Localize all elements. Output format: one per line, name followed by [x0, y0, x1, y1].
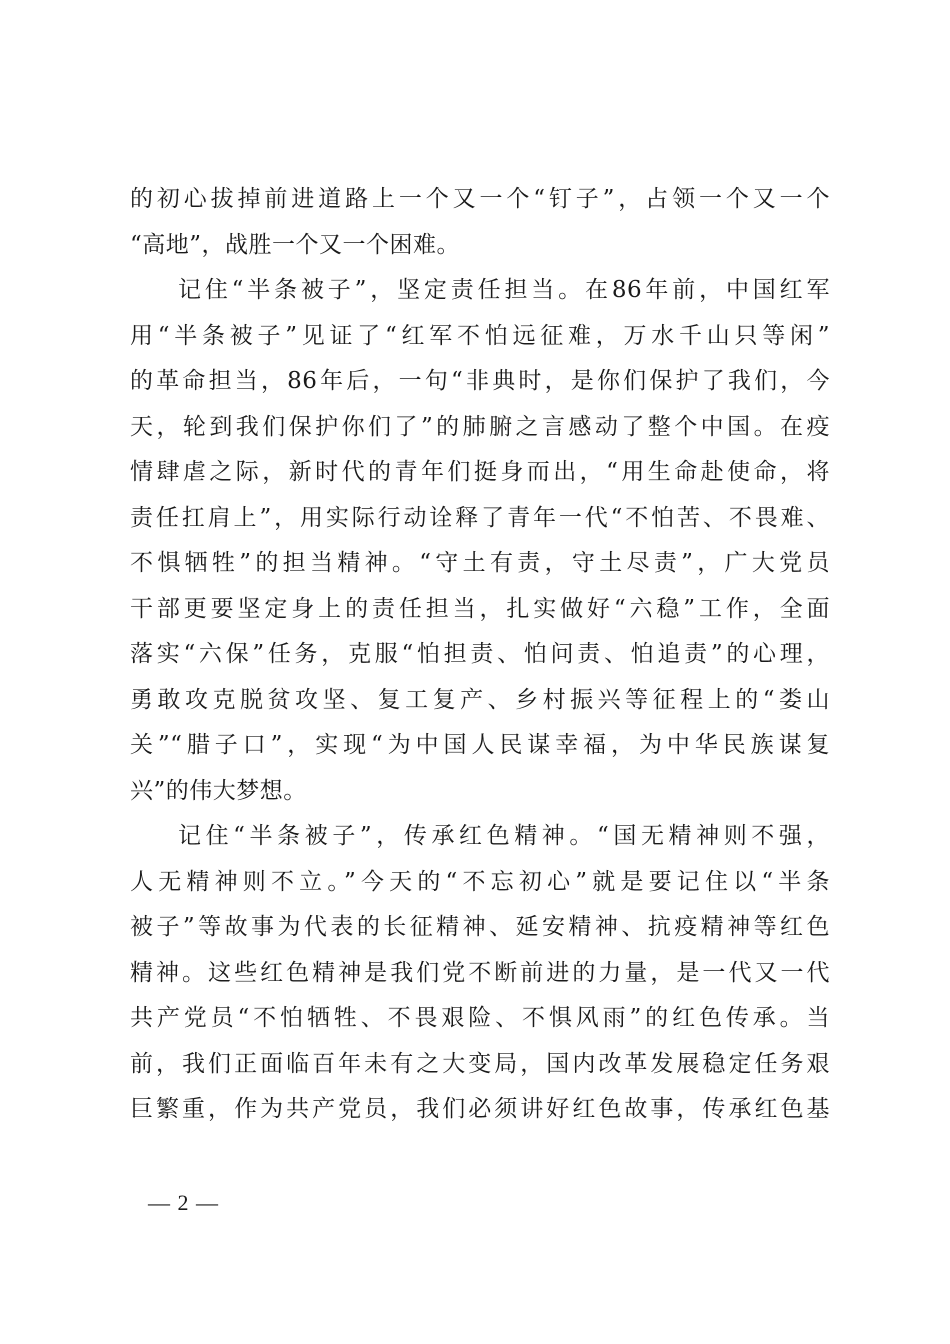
paragraph-start-line: 记住“半条被子”，坚定责任担当。在86年前，中国红军	[178, 277, 830, 303]
text-line: 前，我们正面临百年未有之大变局，国内改革发展稳定任务艰	[130, 1050, 830, 1077]
text-line: 用“半条被子”见证了“红军不怕远征难，万水千山只等闲”	[130, 322, 830, 349]
text-line: 精神。这些红色精神是我们党不断前进的力量，是一代又一代	[130, 959, 830, 986]
text-line: 巨繁重，作为共产党员，我们必须讲好红色故事，传承红色基	[130, 1096, 830, 1122]
text-line: 责任扛肩上”，用实际行动诠释了青年一代“不怕苦、不畏难、	[130, 504, 830, 531]
text-line: 共产党员“不怕牺牲、不畏艰险、不惧风雨”的红色传承。当	[130, 1005, 830, 1031]
text-line: 不惧牺牲”的担当精神。“守土有责，守土尽责”，广大党员	[130, 550, 830, 576]
paragraph-start-line: 记住“半条被子”，传承红色精神。“国无精神则不强，	[178, 823, 830, 849]
text-line: 人无精神则不立。”今天的“不忘初心”就是要记住以“半条	[130, 868, 830, 895]
page-number: — 2 —	[148, 1190, 219, 1215]
body-text	[130, 177, 830, 1133]
text-line: 兴”的伟大梦想。	[130, 777, 307, 804]
text-line: 天，轮到我们保护你们了”的肺腑之言感动了整个中国。在疫	[130, 413, 830, 440]
text-line: “高地”，战胜一个又一个困难。	[130, 231, 461, 258]
text-line: 干部更要坚定身上的责任担当，扎实做好“六稳”工作，全面	[130, 595, 830, 622]
text-line: 的初心拔掉前进道路上一个又一个“钉子”，占领一个又一个	[130, 186, 830, 212]
text-line: 情肆虐之际，新时代的青年们挺身而出，“用生命赴使命，将	[130, 459, 830, 485]
text-line: 落实“六保”任务，克服“怕担责、怕问责、怕追责”的心理，	[130, 641, 830, 667]
text-line: 勇敢攻克脱贫攻坚、复工复产、乡村振兴等征程上的“娄山	[130, 686, 830, 713]
text-line: 被子”等故事为代表的长征精神、延安精神、抗疫精神等红色	[130, 914, 830, 940]
text-line: 关”“腊子口”，实现“为中国人民谋幸福，为中华民族谋复	[130, 732, 830, 758]
text-line: 的革命担当，86年后，一句“非典时，是你们保护了我们，今	[130, 368, 830, 394]
